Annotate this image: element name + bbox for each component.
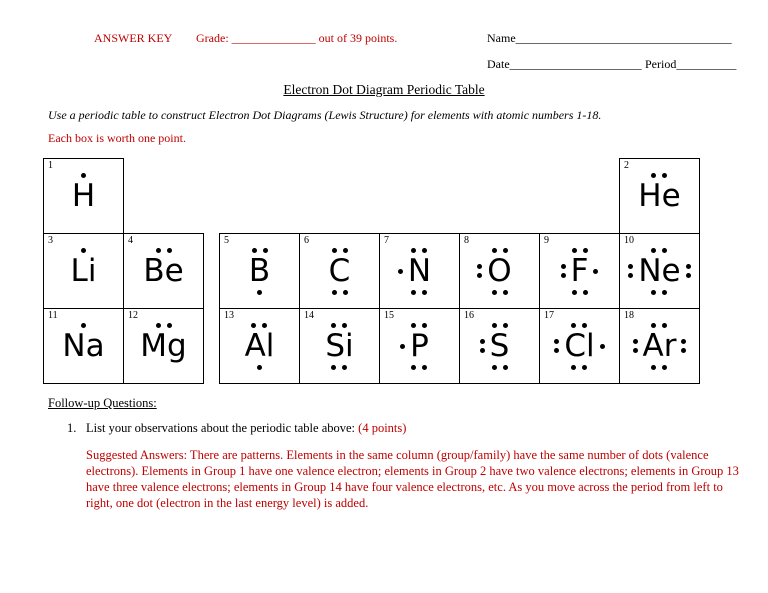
electron-dot bbox=[593, 269, 598, 274]
element-symbol: Mg bbox=[140, 327, 187, 364]
element-symbol: Cl bbox=[564, 327, 595, 364]
lewis-middle-row bbox=[559, 252, 601, 289]
lewis-middle-row bbox=[237, 252, 282, 289]
lewis-structure bbox=[559, 246, 601, 297]
electron-dot bbox=[332, 290, 337, 295]
element-symbol: Be bbox=[143, 252, 184, 289]
lewis-structure bbox=[631, 321, 689, 372]
electron-dot bbox=[156, 248, 161, 253]
lewis-middle-row bbox=[626, 177, 692, 214]
electron-dot bbox=[411, 248, 416, 253]
lewis-structure bbox=[317, 246, 363, 297]
element-box-cl bbox=[539, 308, 620, 384]
lewis-middle-row bbox=[626, 252, 692, 289]
dots-bottom bbox=[492, 363, 508, 372]
element-symbol: Na bbox=[62, 327, 105, 364]
electron-dot bbox=[477, 273, 482, 278]
electron-dot bbox=[332, 248, 337, 253]
electron-dot bbox=[572, 290, 577, 295]
atomic-number: 5 bbox=[224, 235, 229, 246]
electron-dot bbox=[662, 323, 667, 328]
element-box-p bbox=[379, 308, 460, 384]
lewis-middle-row bbox=[396, 252, 443, 289]
element-symbol: P bbox=[410, 327, 429, 364]
element-box-c bbox=[299, 233, 380, 309]
lewis-structure bbox=[59, 246, 109, 297]
suggested-answer: Suggested Answers: There are patterns. Elements in the same column (group/family) have the same number of dots (valence electrons). Elements in Group 1 have one valence electron; elements in Group 2 have two valence electrons; elements in Group 13 have three valence electrons; elements in Group 14 have four valence electrons, etc. As you move across the period from left to right, one dot (electron in the last energy level) is added. bbox=[86, 448, 739, 510]
electron-dot bbox=[422, 365, 427, 370]
electron-dot bbox=[686, 264, 691, 269]
dots-bottom bbox=[257, 363, 262, 372]
lewis-structure bbox=[396, 246, 443, 297]
element-box-na bbox=[43, 308, 124, 384]
dots-left bbox=[559, 264, 568, 278]
electron-dot bbox=[600, 344, 605, 349]
electron-dot bbox=[662, 290, 667, 295]
grade-label: Grade: ______________ out of 39 points. bbox=[196, 31, 398, 45]
element-box-li bbox=[43, 233, 124, 309]
dots-bottom bbox=[492, 288, 508, 297]
element-symbol: F bbox=[570, 252, 589, 289]
electron-dot bbox=[167, 248, 172, 253]
element-symbol: S bbox=[489, 327, 510, 364]
electron-dot bbox=[411, 365, 416, 370]
electron-dot bbox=[628, 273, 633, 278]
lewis-structure bbox=[475, 246, 523, 297]
lewis-middle-row bbox=[552, 327, 606, 364]
lewis-middle-row bbox=[631, 327, 689, 364]
dots-left bbox=[631, 339, 640, 353]
dots-right bbox=[591, 269, 600, 274]
element-symbol: H bbox=[71, 177, 96, 214]
lewis-structure bbox=[237, 246, 282, 297]
electron-dot bbox=[681, 348, 686, 353]
atomic-number: 17 bbox=[544, 310, 554, 321]
electron-dot bbox=[81, 173, 86, 178]
atomic-number: 13 bbox=[224, 310, 234, 321]
electron-dot bbox=[263, 248, 268, 253]
atomic-number: 2 bbox=[624, 160, 629, 171]
electron-dot bbox=[503, 248, 508, 253]
electron-dot bbox=[262, 323, 267, 328]
electron-dot bbox=[572, 248, 577, 253]
electron-dot bbox=[331, 323, 336, 328]
electron-dot bbox=[628, 264, 633, 269]
element-symbol: N bbox=[407, 252, 432, 289]
electron-dot bbox=[571, 323, 576, 328]
lewis-structure bbox=[552, 321, 606, 372]
element-symbol: C bbox=[328, 252, 351, 289]
dots-right bbox=[684, 264, 693, 278]
electron-dot bbox=[633, 339, 638, 344]
electron-dot bbox=[662, 173, 667, 178]
dots-right bbox=[598, 344, 607, 349]
followup-heading: Follow-up Questions: bbox=[48, 396, 157, 410]
electron-dot bbox=[156, 323, 161, 328]
question-1 bbox=[67, 421, 406, 436]
element-box-ar bbox=[619, 308, 700, 384]
lewis-middle-row bbox=[131, 252, 195, 289]
element-box-o bbox=[459, 233, 540, 309]
electron-dot bbox=[633, 348, 638, 353]
electron-dot bbox=[257, 290, 262, 295]
electron-dot bbox=[167, 323, 172, 328]
electron-dot bbox=[81, 248, 86, 253]
electron-dot bbox=[342, 365, 347, 370]
electron-dot bbox=[342, 323, 347, 328]
electron-dot bbox=[343, 248, 348, 253]
lewis-middle-row bbox=[478, 327, 522, 364]
electron-dot bbox=[503, 365, 508, 370]
element-box-s bbox=[459, 308, 540, 384]
electron-dot bbox=[252, 248, 257, 253]
electron-dot bbox=[583, 290, 588, 295]
lewis-structure bbox=[398, 321, 441, 372]
element-box-mg bbox=[123, 308, 204, 384]
element-symbol: Ar bbox=[642, 327, 677, 364]
periodic-table bbox=[43, 158, 701, 385]
lewis-middle-row bbox=[313, 327, 365, 364]
atomic-number: 3 bbox=[48, 235, 53, 246]
period-field: Period__________ bbox=[645, 57, 737, 71]
element-box-al bbox=[219, 308, 300, 384]
electron-dot bbox=[492, 248, 497, 253]
electron-dot bbox=[662, 365, 667, 370]
atomic-number: 1 bbox=[48, 160, 53, 171]
atomic-number: 7 bbox=[384, 235, 389, 246]
lewis-structure bbox=[131, 246, 195, 297]
electron-dot bbox=[257, 365, 262, 370]
electron-dot bbox=[561, 264, 566, 269]
element-box-f bbox=[539, 233, 620, 309]
electron-dot bbox=[477, 264, 482, 269]
atomic-number: 12 bbox=[128, 310, 138, 321]
lewis-structure bbox=[478, 321, 522, 372]
electron-dot bbox=[343, 290, 348, 295]
electron-dot bbox=[651, 173, 656, 178]
element-symbol: Ne bbox=[638, 252, 681, 289]
lewis-middle-row bbox=[398, 327, 441, 364]
electron-dot bbox=[422, 290, 427, 295]
dots-bottom bbox=[257, 288, 262, 297]
electron-dot bbox=[583, 248, 588, 253]
points-note: Each box is worth one point. bbox=[48, 131, 186, 145]
electron-dot bbox=[681, 339, 686, 344]
electron-dot bbox=[81, 323, 86, 328]
element-symbol: O bbox=[487, 252, 512, 289]
element-symbol: Si bbox=[325, 327, 354, 364]
element-symbol: He bbox=[638, 177, 681, 214]
dots-bottom bbox=[332, 288, 348, 297]
element-box-b bbox=[219, 233, 300, 309]
electron-dot bbox=[480, 339, 485, 344]
name-field: Name____________________________________ bbox=[487, 31, 732, 45]
electron-dot bbox=[400, 344, 405, 349]
question-number: 1. bbox=[67, 421, 77, 435]
dots-left bbox=[552, 339, 561, 353]
atomic-number: 15 bbox=[384, 310, 394, 321]
electron-dot bbox=[662, 248, 667, 253]
atomic-number: 9 bbox=[544, 235, 549, 246]
dots-bottom bbox=[331, 363, 347, 372]
dots-bottom bbox=[651, 363, 667, 372]
lewis-middle-row bbox=[128, 327, 198, 364]
element-box-be bbox=[123, 233, 204, 309]
lewis-middle-row bbox=[475, 252, 523, 289]
electron-dot bbox=[411, 290, 416, 295]
dots-left bbox=[478, 339, 487, 353]
dots-left bbox=[475, 264, 484, 278]
instructions-text: Use a periodic table to construct Electron Dot Diagrams (Lewis Structure) for elements with atomic numbers 1-18. bbox=[48, 108, 602, 122]
lewis-middle-row bbox=[59, 252, 109, 289]
atomic-number: 8 bbox=[464, 235, 469, 246]
lewis-structure bbox=[60, 171, 107, 222]
lewis-structure bbox=[50, 321, 116, 372]
electron-dot bbox=[582, 365, 587, 370]
element-box-he bbox=[619, 158, 700, 234]
lewis-structure bbox=[128, 321, 198, 372]
electron-dot bbox=[686, 273, 691, 278]
question-points: (4 points) bbox=[358, 421, 407, 435]
atomic-number: 14 bbox=[304, 310, 314, 321]
atomic-number: 6 bbox=[304, 235, 309, 246]
electron-dot bbox=[651, 365, 656, 370]
element-symbol: Al bbox=[244, 327, 275, 364]
lewis-middle-row bbox=[233, 327, 287, 364]
dots-right bbox=[679, 339, 688, 353]
electron-dot bbox=[411, 323, 416, 328]
dots-left bbox=[398, 344, 407, 349]
lewis-structure bbox=[626, 246, 692, 297]
atomic-number: 10 bbox=[624, 235, 634, 246]
date-field: Date______________________ bbox=[487, 57, 642, 71]
element-symbol: B bbox=[248, 252, 271, 289]
dots-bottom bbox=[572, 288, 588, 297]
lewis-structure bbox=[233, 321, 287, 372]
electron-dot bbox=[561, 273, 566, 278]
dots-left bbox=[396, 269, 405, 274]
element-box-n bbox=[379, 233, 460, 309]
question-text: List your observations about the periodic table above: bbox=[86, 421, 359, 435]
answer-key-label: ANSWER KEY bbox=[94, 31, 173, 45]
electron-dot bbox=[398, 269, 403, 274]
lewis-middle-row bbox=[50, 327, 116, 364]
element-box-h bbox=[43, 158, 124, 234]
atomic-number: 11 bbox=[48, 310, 58, 321]
lewis-middle-row bbox=[60, 177, 107, 214]
electron-dot bbox=[503, 323, 508, 328]
dots-bottom bbox=[411, 288, 427, 297]
atomic-number: 4 bbox=[128, 235, 133, 246]
atomic-number: 16 bbox=[464, 310, 474, 321]
electron-dot bbox=[582, 323, 587, 328]
element-box-ne bbox=[619, 233, 700, 309]
lewis-structure bbox=[313, 321, 365, 372]
electron-dot bbox=[331, 365, 336, 370]
element-symbol: Li bbox=[70, 252, 97, 289]
electron-dot bbox=[480, 348, 485, 353]
electron-dot bbox=[571, 365, 576, 370]
atomic-number: 18 bbox=[624, 310, 634, 321]
dots-bottom bbox=[411, 363, 427, 372]
lewis-structure bbox=[626, 171, 692, 222]
electron-dot bbox=[651, 323, 656, 328]
dots-bottom bbox=[651, 288, 667, 297]
electron-dot bbox=[422, 248, 427, 253]
dots-left bbox=[626, 264, 635, 278]
lewis-middle-row bbox=[317, 252, 363, 289]
electron-dot bbox=[251, 323, 256, 328]
electron-dot bbox=[422, 323, 427, 328]
page-title: Electron Dot Diagram Periodic Table bbox=[283, 82, 485, 97]
electron-dot bbox=[492, 290, 497, 295]
electron-dot bbox=[651, 248, 656, 253]
electron-dot bbox=[554, 348, 559, 353]
electron-dot bbox=[503, 290, 508, 295]
electron-dot bbox=[554, 339, 559, 344]
electron-dot bbox=[651, 290, 656, 295]
element-box-si bbox=[299, 308, 380, 384]
electron-dot bbox=[492, 323, 497, 328]
electron-dot bbox=[492, 365, 497, 370]
dots-bottom bbox=[571, 363, 587, 372]
